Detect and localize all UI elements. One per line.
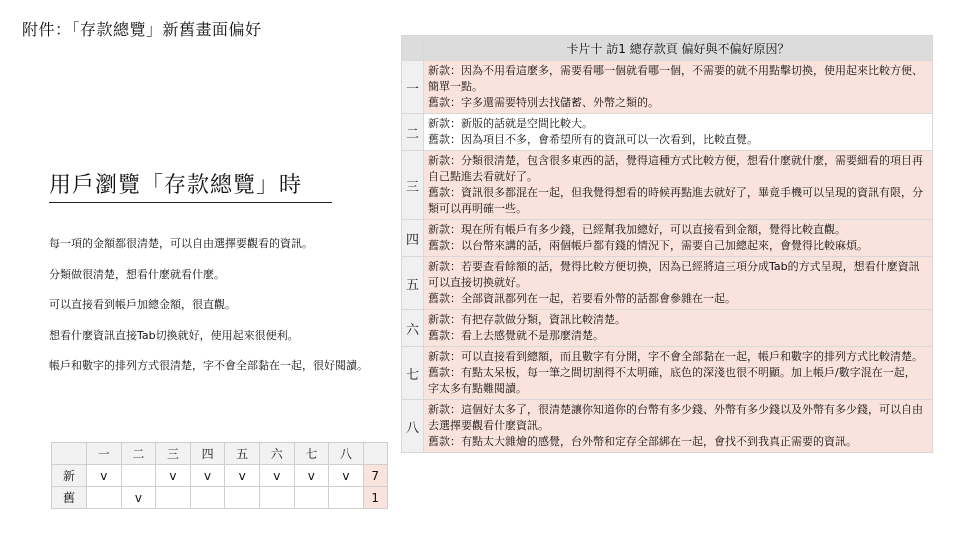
feedback-cell xyxy=(424,151,933,220)
tally-mark xyxy=(259,487,294,509)
feedback-old-text: 舊款：字多還需要特別去找儲蓄、外幣之類的。 xyxy=(428,96,659,109)
tally-row-new xyxy=(52,465,388,487)
feedback-old-text: 舊款：以台幣來講的話，兩個帳戶都有錢的情況下，需要自己加總起來，會覺得比較麻煩。 xyxy=(428,239,868,252)
feedback-old-text: 舊款：資訊很多都混在一起，但我覺得想看的時候再點進去就好了，畢竟手機可以呈現的資訊有限，分類可以再明確一些。 xyxy=(428,186,923,215)
feedback-cell xyxy=(424,114,933,151)
feedback-cell xyxy=(424,310,933,347)
feedback-row-number: 三 xyxy=(402,151,424,220)
summary-point: 每一項的金額都很清楚，可以自由選擇要觀看的資訊。 xyxy=(49,237,313,250)
feedback-row xyxy=(402,347,933,400)
tally-mark: v xyxy=(156,465,191,487)
feedback-old-text: 舊款：全部資訊都列在一起，若要看外幣的話都會參雜在一起。 xyxy=(428,292,736,305)
tally-mark xyxy=(87,487,122,509)
tally-mark xyxy=(156,487,191,509)
interview-feedback-table xyxy=(401,35,933,453)
tally-col-header: 五 xyxy=(225,443,260,465)
tally-mark: v xyxy=(87,465,122,487)
feedback-row xyxy=(402,257,933,310)
feedback-new-text: 新款：新版的話就是空間比較大。 xyxy=(428,117,593,130)
tally-mark: v xyxy=(121,487,156,509)
feedback-new-text: 新款：這個好太多了，很清楚讓你知道你的台幣有多少錢、外幣有多少錢以及外幣有多少錢，可以自由去選擇要觀看什麼資訊。 xyxy=(428,403,923,432)
tally-col-header: 七 xyxy=(294,443,329,465)
feedback-new-text: 新款：分類很清楚，包含很多東西的話，覺得這種方式比較方便，想看什麼就什麼，需要細看的項目再自己點進去看就好了。 xyxy=(428,154,923,183)
summary-point: 分類做很清楚，想看什麼就看什麼。 xyxy=(49,267,225,281)
feedback-row xyxy=(402,220,933,257)
tally-col-header: 六 xyxy=(259,443,294,465)
feedback-new-text: 新款：可以直接看到總額，而且數字有分開，字不會全部黏在一起，帳戶和數字的排列方式比較清楚。 xyxy=(428,350,923,363)
feedback-row-number: 五 xyxy=(402,257,424,310)
tally-mark xyxy=(329,487,364,509)
summary-points xyxy=(49,237,368,390)
feedback-corner xyxy=(402,36,424,61)
summary-point: 想看什麼資訊直接Tab切換就好，使用起來很便利。 xyxy=(49,328,299,342)
feedback-header-row xyxy=(402,36,933,61)
summary-point: 可以直接看到帳戶加總金額，很直觀。 xyxy=(49,298,236,311)
tally-mark: v xyxy=(225,465,260,487)
feedback-row xyxy=(402,151,933,220)
feedback-row xyxy=(402,400,933,453)
tally-total: 7 xyxy=(363,465,387,487)
tally-total-header xyxy=(363,443,387,465)
slide-title: 附件：「存款總覽」新舊畫面偏好 xyxy=(22,20,262,39)
feedback-new-text: 新款：有把存款做分類，資訊比較清楚。 xyxy=(428,313,626,326)
summary-point: 帳戶和數字的排列方式很清楚，字不會全部黏在一起，很好閱讀。 xyxy=(49,359,368,372)
feedback-new-text: 新款：因為不用看這麼多，需要看哪一個就看哪一個，不需要的就不用點擊切換，使用起來比較方便、簡單一點。 xyxy=(428,64,923,93)
feedback-new-text: 新款：現在所有帳戶有多少錢，已經幫我加總好，可以直接看到金額，覺得比較直觀。 xyxy=(428,223,846,236)
tally-mark: v xyxy=(259,465,294,487)
tally-row-label: 舊 xyxy=(52,487,87,509)
tally-mark: v xyxy=(294,465,329,487)
feedback-row xyxy=(402,61,933,114)
feedback-row-number: 四 xyxy=(402,220,424,257)
feedback-cell xyxy=(424,400,933,453)
heading-underline xyxy=(49,202,332,203)
tally-mark: v xyxy=(190,465,225,487)
feedback-row-number: 八 xyxy=(402,400,424,453)
tally-col-header: 二 xyxy=(121,443,156,465)
feedback-new-text: 新款：若要查看餘額的話，覺得比較方便切換，因為已經將這三項分成Tab的方式呈現，想看什麼資訊可以直接切換就好。 xyxy=(428,260,920,289)
feedback-old-text: 舊款：因為項目不多，會希望所有的資訊可以一次看到，比較直覺。 xyxy=(428,133,758,146)
tally-col-header: 一 xyxy=(87,443,122,465)
feedback-old-text: 舊款：有點太大雜燴的感覺，台外幣和定存全部綁在一起，會找不到我真正需要的資訊。 xyxy=(428,435,857,448)
tally-mark xyxy=(225,487,260,509)
feedback-row-number: 六 xyxy=(402,310,424,347)
feedback-row-number: 七 xyxy=(402,347,424,400)
tally-col-header: 八 xyxy=(329,443,364,465)
tally-header-row xyxy=(52,443,388,465)
section-heading: 用戶瀏覽「存款總覽」時 xyxy=(49,173,303,198)
tally-row-label: 新 xyxy=(52,465,87,487)
tally-corner xyxy=(52,443,87,465)
tally-col-header: 四 xyxy=(190,443,225,465)
feedback-cell xyxy=(424,220,933,257)
tally-mark: v xyxy=(329,465,364,487)
feedback-cell xyxy=(424,347,933,400)
tally-total: 1 xyxy=(363,487,387,509)
feedback-table-title: 卡片十 訪1 總存款頁 偏好與不偏好原因？ xyxy=(424,36,933,61)
preference-tally-table xyxy=(51,442,388,509)
feedback-cell xyxy=(424,257,933,310)
tally-mark xyxy=(294,487,329,509)
feedback-cell xyxy=(424,61,933,114)
tally-mark xyxy=(190,487,225,509)
feedback-row xyxy=(402,310,933,347)
tally-row-old xyxy=(52,487,388,509)
feedback-row xyxy=(402,114,933,151)
feedback-row-number: 一 xyxy=(402,61,424,114)
tally-mark xyxy=(121,465,156,487)
feedback-old-text: 舊款：看上去感覺就不是那麼清楚。 xyxy=(428,329,604,342)
feedback-old-text: 舊款：有點太呆板，每一筆之間切割得不太明確，底色的深淺也很不明顯。加上帳戶/數字混在一起，字太多有點難閱讀。 xyxy=(428,366,916,395)
tally-col-header: 三 xyxy=(156,443,191,465)
feedback-row-number: 二 xyxy=(402,114,424,151)
